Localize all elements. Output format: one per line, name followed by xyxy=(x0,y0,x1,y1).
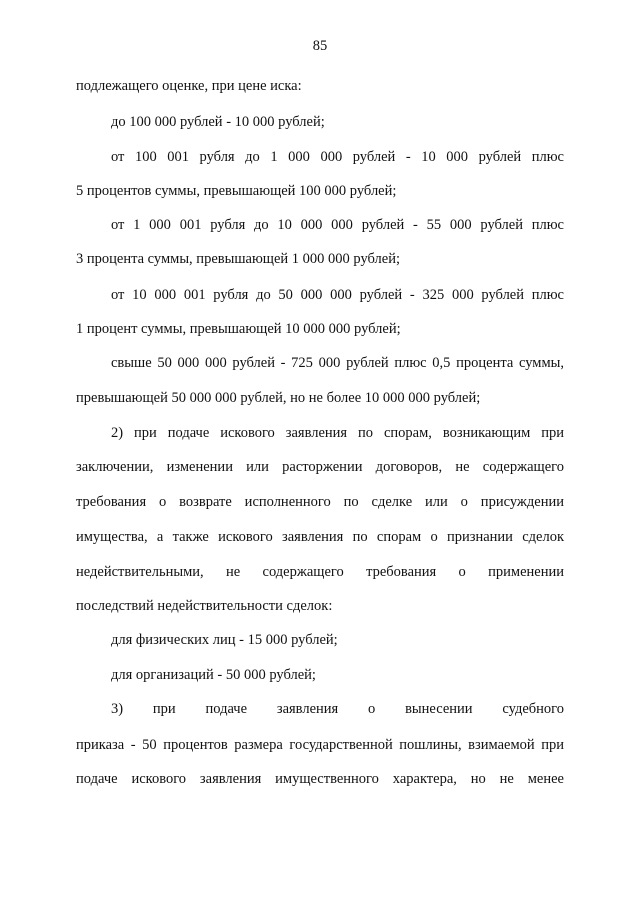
text-line: свыше 50 000 000 рублей - 725 000 рублей плюс 0,5 процента суммы, xyxy=(111,355,564,371)
text-line: 3) при подаче заявления о вынесении судебного xyxy=(111,701,564,717)
text-line: для физических лиц - 15 000 рублей; xyxy=(111,632,338,648)
text-line: от 100 001 рубля до 1 000 000 рублей - 10 000 рублей плюс xyxy=(111,149,564,165)
text-line: приказа - 50 процентов размера государственной пошлины, взимаемой при xyxy=(76,737,564,753)
text-line: от 1 000 001 рубля до 10 000 000 рублей - 55 000 рублей плюс xyxy=(111,217,564,233)
text-line: превышающей 50 000 000 рублей, но не более 10 000 000 рублей; xyxy=(76,390,481,406)
text-line: последствий недействительности сделок: xyxy=(76,598,333,614)
text-line: требования о возврате исполненного по сделке или о присуждении xyxy=(76,494,564,510)
text-line: для организаций - 50 000 рублей; xyxy=(111,667,316,683)
text-line: подлежащего оценке, при цене иска: xyxy=(76,78,302,94)
text-line: 5 процентов суммы, превышающей 100 000 рублей; xyxy=(76,183,397,199)
text-line: 2) при подаче искового заявления по спорам, возникающим при xyxy=(111,425,564,441)
page-number: 85 xyxy=(312,38,328,54)
text-line: до 100 000 рублей - 10 000 рублей; xyxy=(111,114,325,130)
text-line: от 10 000 001 рубля до 50 000 000 рублей - 325 000 рублей плюс xyxy=(111,287,564,303)
text-line: 1 процент суммы, превышающей 10 000 000 рублей; xyxy=(76,321,401,337)
text-line: недействительными, не содержащего требования о применении xyxy=(76,564,564,580)
text-line: имущества, а также искового заявления по спорам о признании сделок xyxy=(76,529,564,545)
text-line: заключении, изменении или расторжении договоров, не содержащего xyxy=(76,459,564,475)
text-line: 3 процента суммы, превышающей 1 000 000 рублей; xyxy=(76,251,400,267)
text-line: подаче искового заявления имущественного характера, но не менее xyxy=(76,771,564,787)
